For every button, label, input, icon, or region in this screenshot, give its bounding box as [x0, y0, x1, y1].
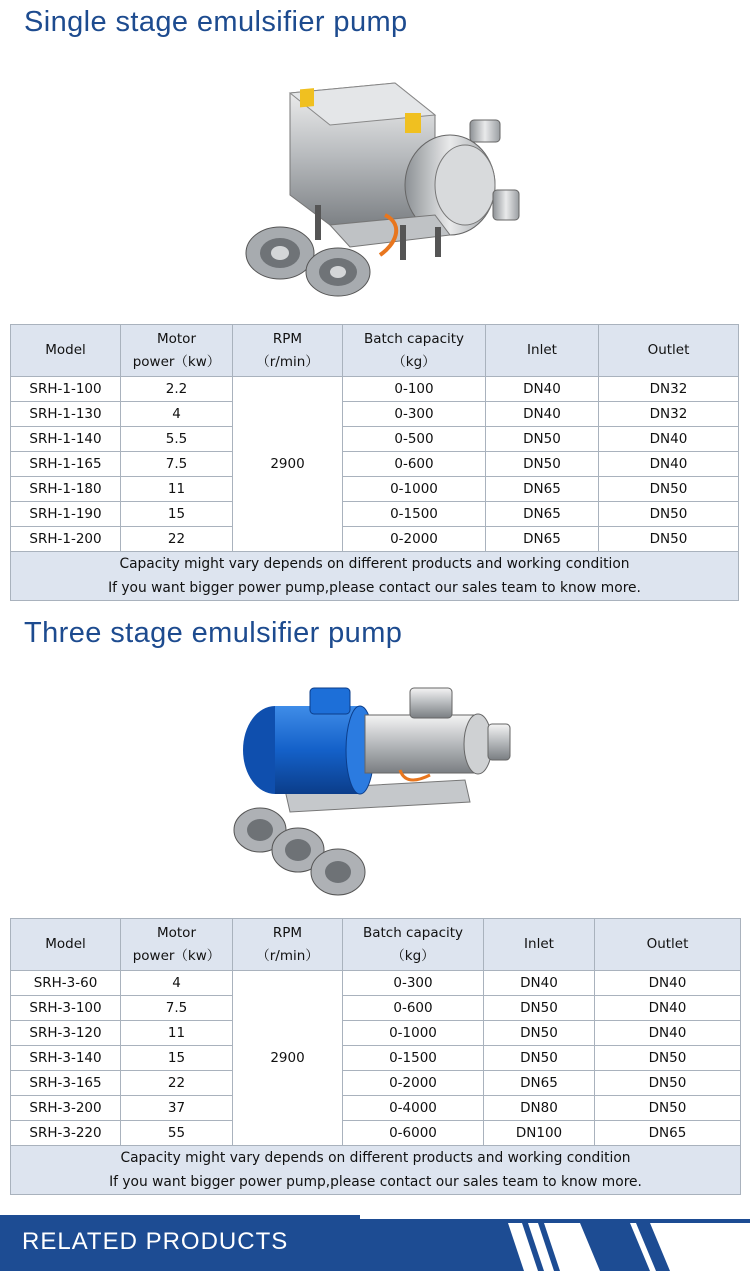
table-row: [11, 377, 739, 402]
cell-power: 15: [121, 502, 233, 527]
cell-inlet: DN65: [486, 527, 599, 552]
header-motor-power: Motor power（kw）: [121, 325, 233, 377]
section-title-three-stage: Three stage emulsifier pump: [24, 617, 403, 649]
cell-model: SRH-1-130: [11, 402, 121, 427]
cell-model: SRH-1-140: [11, 427, 121, 452]
cell-capacity: 0-300: [343, 971, 484, 996]
cell-outlet: DN50: [599, 527, 739, 552]
note-line-2: If you want bigger power pump,please contact our sales team to know more.: [109, 1174, 642, 1190]
cell-model: SRH-3-100: [11, 996, 121, 1021]
cell-outlet: DN40: [599, 427, 739, 452]
cell-outlet: DN40: [595, 971, 741, 996]
cell-power: 55: [121, 1121, 233, 1146]
cell-inlet: DN100: [484, 1121, 595, 1146]
header-motor-power: Motor power（kw）: [121, 919, 233, 971]
header-outlet: Outlet: [599, 325, 739, 377]
table-row: [11, 452, 739, 477]
cell-power: 11: [121, 477, 233, 502]
table-row: [11, 1121, 741, 1146]
table-row: [11, 1046, 741, 1071]
cell-model: SRH-3-140: [11, 1046, 121, 1071]
cell-power: 4: [121, 402, 233, 427]
cell-model: SRH-3-220: [11, 1121, 121, 1146]
table-row: [11, 502, 739, 527]
table-row: [11, 402, 739, 427]
cell-model: SRH-1-180: [11, 477, 121, 502]
cell-outlet: DN50: [595, 1096, 741, 1121]
note-line-1: Capacity might vary depends on different products and working condition: [120, 1150, 631, 1166]
cell-inlet: DN65: [486, 477, 599, 502]
cell-outlet: DN50: [599, 502, 739, 527]
three-stage-pump-photo: [230, 680, 520, 905]
cell-inlet: DN50: [484, 1046, 595, 1071]
header-model: Model: [11, 325, 121, 377]
cell-model: SRH-1-100: [11, 377, 121, 402]
cell-capacity: 0-2000: [343, 1071, 484, 1096]
table-note-row: [11, 552, 739, 601]
header-inlet: Inlet: [486, 325, 599, 377]
cell-power: 37: [121, 1096, 233, 1121]
cell-outlet: DN40: [599, 452, 739, 477]
cell-power: 22: [121, 1071, 233, 1096]
cell-capacity: 0-1000: [343, 477, 486, 502]
cell-capacity: 0-1500: [343, 502, 486, 527]
table-row: [11, 971, 741, 996]
table-row: [11, 1096, 741, 1121]
cell-rpm: 2900: [233, 377, 343, 552]
cell-model: SRH-3-60: [11, 971, 121, 996]
cell-capacity: 0-300: [343, 402, 486, 427]
cell-power: 2.2: [121, 377, 233, 402]
cell-power: 5.5: [121, 427, 233, 452]
cell-power: 7.5: [121, 996, 233, 1021]
table-row: [11, 527, 739, 552]
cell-capacity: 0-2000: [343, 527, 486, 552]
cell-inlet: DN40: [486, 377, 599, 402]
cell-rpm: 2900: [233, 971, 343, 1146]
cell-inlet: DN80: [484, 1096, 595, 1121]
table-note: [11, 1146, 741, 1195]
cell-power: 15: [121, 1046, 233, 1071]
table-header-row: [11, 325, 739, 377]
table-note: [11, 552, 739, 601]
cell-inlet: DN40: [486, 402, 599, 427]
cell-model: SRH-3-120: [11, 1021, 121, 1046]
note-line-1: Capacity might vary depends on different products and working condition: [119, 556, 630, 572]
cell-inlet: DN40: [484, 971, 595, 996]
cell-inlet: DN50: [486, 427, 599, 452]
table-header-row: [11, 919, 741, 971]
header-rpm: RPM （r/min）: [233, 325, 343, 377]
cell-model: SRH-3-200: [11, 1096, 121, 1121]
cell-outlet: DN50: [595, 1046, 741, 1071]
cell-inlet: DN50: [486, 452, 599, 477]
cell-outlet: DN50: [595, 1071, 741, 1096]
cell-capacity: 0-4000: [343, 1096, 484, 1121]
cell-capacity: 0-1000: [343, 1021, 484, 1046]
table-row: [11, 1071, 741, 1096]
cell-capacity: 0-6000: [343, 1121, 484, 1146]
cell-outlet: DN32: [599, 402, 739, 427]
header-model: Model: [11, 919, 121, 971]
three-stage-spec-table: [10, 918, 741, 1195]
cell-inlet: DN50: [484, 996, 595, 1021]
related-products-banner[interactable]: [0, 1215, 750, 1271]
single-stage-spec-table: [10, 324, 739, 601]
cell-inlet: DN50: [484, 1021, 595, 1046]
table-row: [11, 477, 739, 502]
cell-power: 11: [121, 1021, 233, 1046]
table-note-row: [11, 1146, 741, 1195]
cell-outlet: DN32: [599, 377, 739, 402]
header-batch-capacity: Batch capacity （kg）: [343, 919, 484, 971]
cell-power: 4: [121, 971, 233, 996]
table-row: [11, 427, 739, 452]
header-inlet: Inlet: [484, 919, 595, 971]
cell-model: SRH-1-190: [11, 502, 121, 527]
header-outlet: Outlet: [595, 919, 741, 971]
cell-capacity: 0-500: [343, 427, 486, 452]
related-products-label: RELATED PRODUCTS: [22, 1228, 289, 1255]
single-stage-pump-photo: [235, 75, 525, 300]
cell-model: SRH-1-165: [11, 452, 121, 477]
cell-outlet: DN65: [595, 1121, 741, 1146]
cell-inlet: DN65: [484, 1071, 595, 1096]
cell-outlet: DN40: [595, 1021, 741, 1046]
table-row: [11, 1021, 741, 1046]
note-line-2: If you want bigger power pump,please contact our sales team to know more.: [108, 580, 641, 596]
cell-capacity: 0-1500: [343, 1046, 484, 1071]
cell-inlet: DN65: [486, 502, 599, 527]
header-rpm: RPM （r/min）: [233, 919, 343, 971]
cell-outlet: DN40: [595, 996, 741, 1021]
header-batch-capacity: Batch capacity （kg）: [343, 325, 486, 377]
cell-model: SRH-3-165: [11, 1071, 121, 1096]
cell-power: 7.5: [121, 452, 233, 477]
section-title-single-stage: Single stage emulsifier pump: [24, 6, 408, 38]
cell-capacity: 0-600: [343, 996, 484, 1021]
cell-model: SRH-1-200: [11, 527, 121, 552]
banner-stripes-decoration: [360, 1215, 750, 1271]
cell-outlet: DN50: [599, 477, 739, 502]
cell-capacity: 0-100: [343, 377, 486, 402]
cell-power: 22: [121, 527, 233, 552]
table-row: [11, 996, 741, 1021]
cell-capacity: 0-600: [343, 452, 486, 477]
